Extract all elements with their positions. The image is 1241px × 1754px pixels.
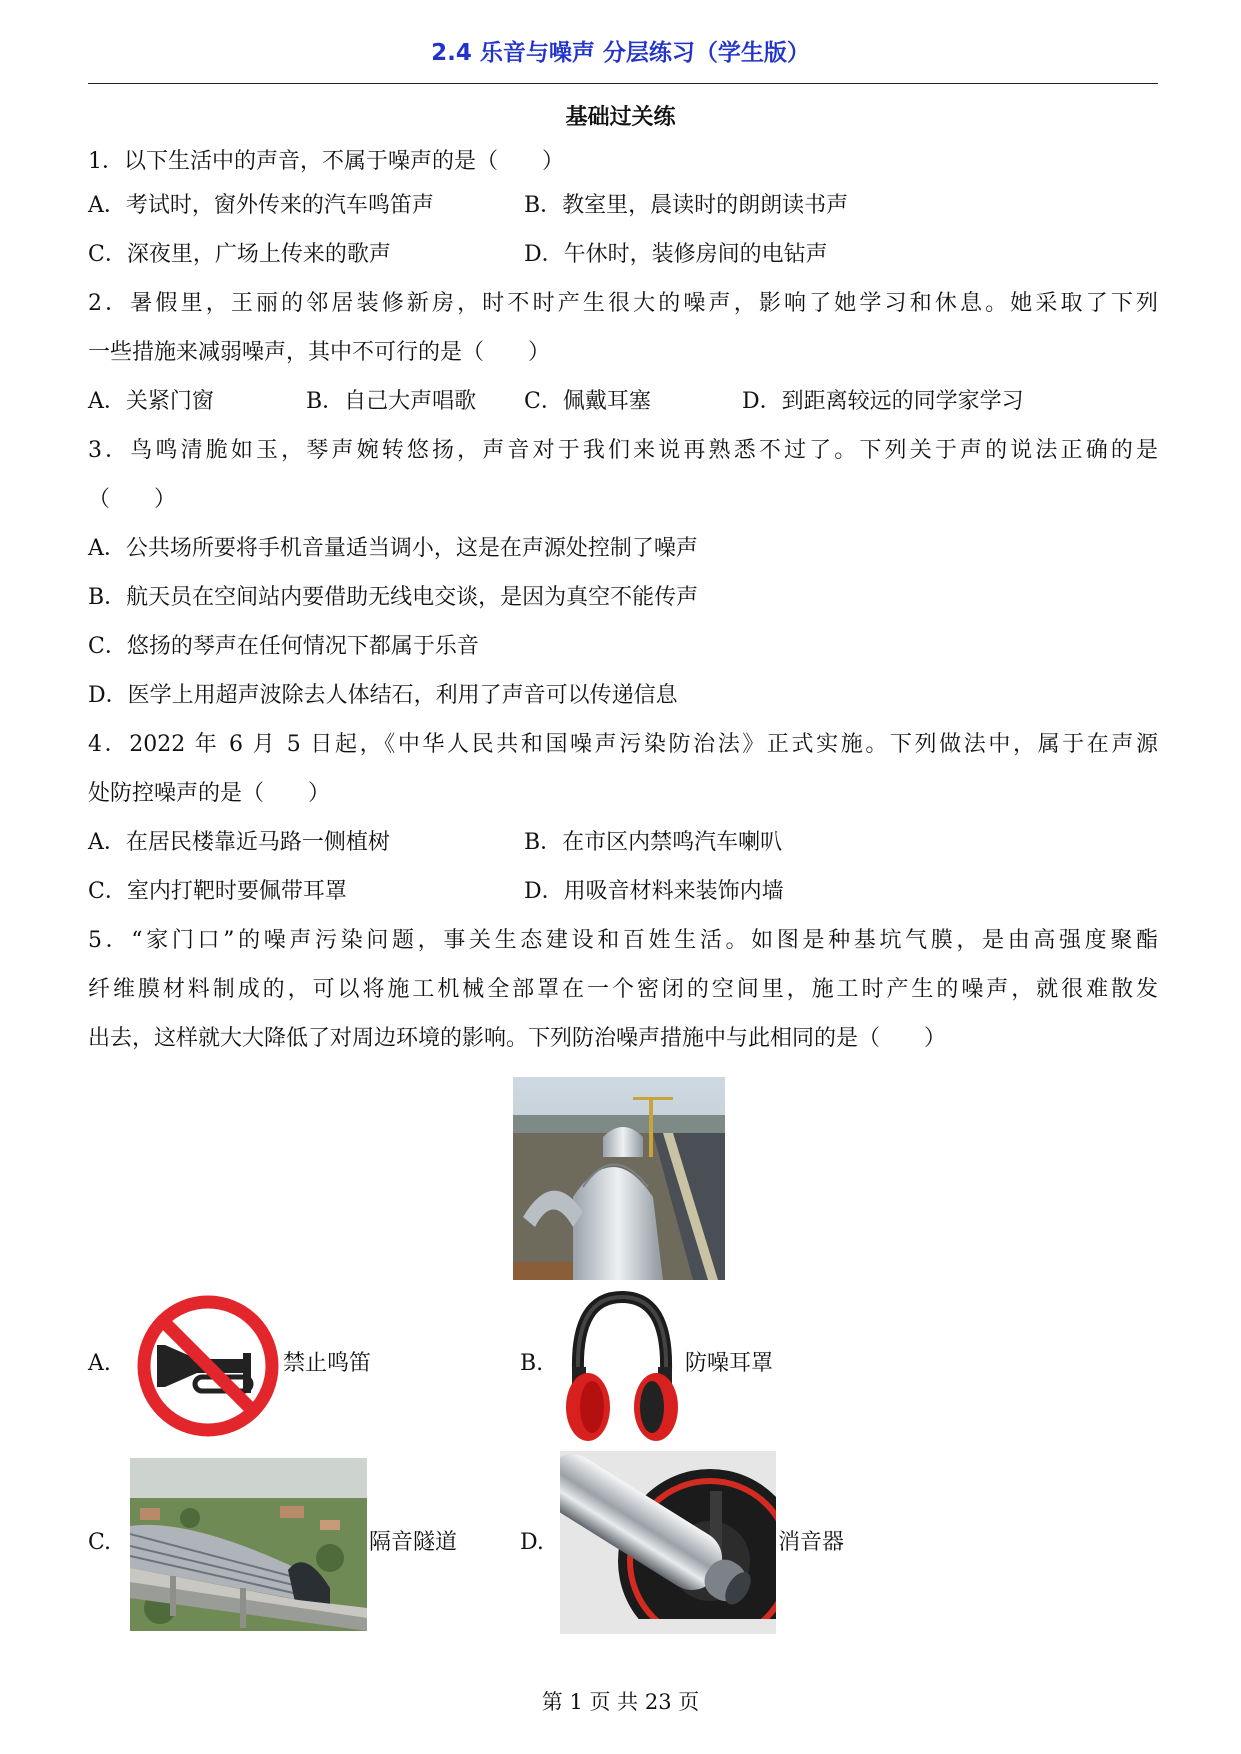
question-5-option-d-caption: 消音器 xyxy=(778,1530,845,1555)
question-5-stem-line-2: 纤维膜材料制成的，可以将施工机械全部罩在一个密闭的空间里，施工时产生的噪声，就很难散发 xyxy=(88,977,1158,1002)
sound-barrier-tunnel-photo[interactable] xyxy=(130,1458,367,1631)
question-4-stem-line-1: 4．2022 年 6 月 5 日起，《中华人民共和国噪声污染防治法》正式实施。下列做法中，属于在声源 xyxy=(88,732,1158,757)
question-2-stem-line-1: 2．暑假里，王丽的邻居装修新房，时不时产生很大的噪声，影响了她学习和休息。她采取了下列 xyxy=(88,291,1158,316)
question-5-option-b-letter[interactable]: B. xyxy=(520,1351,544,1376)
question-1-stem: 1．以下生活中的声音，不属于噪声的是（ ） xyxy=(88,149,564,174)
question-5-option-c-caption: 隔音隧道 xyxy=(369,1530,458,1555)
question-5-option-d-letter[interactable]: D. xyxy=(520,1530,544,1555)
question-2-option-c[interactable]: C．佩戴耳塞 xyxy=(524,389,651,414)
construction-air-membrane-photo xyxy=(513,1077,725,1280)
question-4-option-b[interactable]: B．在市区内禁鸣汽车喇叭 xyxy=(524,830,783,855)
question-1-option-a[interactable]: A．考试时，窗外传来的汽车鸣笛声 xyxy=(88,193,434,218)
question-1-option-b[interactable]: B．教室里，晨读时的朗朗读书声 xyxy=(524,193,849,218)
question-5-stem-line-3: 出去，这样就大大降低了对周边环境的影响。下列防治噪声措施中与此相同的是（ ） xyxy=(88,1026,947,1051)
question-2-option-d[interactable]: D．到距离较远的同学家学习 xyxy=(742,389,1024,414)
earmuffs-icon[interactable] xyxy=(562,1289,682,1445)
question-4-option-a[interactable]: A．在居民楼靠近马路一侧植树 xyxy=(88,830,390,855)
no-horn-sign-icon[interactable] xyxy=(135,1293,281,1439)
question-3-stem-line-1: 3．鸟鸣清脆如玉，琴声婉转悠扬，声音对于我们来说再熟悉不过了。下列关于声的说法正确的是 xyxy=(88,438,1158,463)
question-5-option-c-letter[interactable]: C. xyxy=(88,1530,112,1555)
question-3-option-d[interactable]: D．医学上用超声波除去人体结石，利用了声音可以传递信息 xyxy=(88,683,678,708)
question-3-option-b[interactable]: B．航天员在空间站内要借助无线电交谈，是因为真空不能传声 xyxy=(88,585,699,610)
question-5-option-a-letter[interactable]: A. xyxy=(88,1351,111,1376)
question-3-stem-line-2: （ ） xyxy=(88,487,177,512)
question-1-option-d[interactable]: D．午休时，装修房间的电钻声 xyxy=(524,242,828,267)
question-4-stem-line-2: 处防控噪声的是（ ） xyxy=(88,781,331,806)
question-2-option-b[interactable]: B．自己大声唱歌 xyxy=(306,389,477,414)
section-title: 基础过关练 xyxy=(565,105,676,130)
question-5-option-b-caption: 防噪耳罩 xyxy=(685,1351,774,1376)
question-2-option-a[interactable]: A．关紧门窗 xyxy=(88,389,214,414)
document-title: 2.4 乐音与噪声 分层练习（学生版） xyxy=(431,40,810,66)
question-4-option-d[interactable]: D．用吸音材料来装饰内墙 xyxy=(524,879,784,904)
question-2-stem-line-2: 一些措施来减弱噪声，其中不可行的是（ ） xyxy=(88,340,551,365)
question-4-option-c[interactable]: C．室内打靶时要佩带耳罩 xyxy=(88,879,347,904)
question-5-stem-line-1: 5．“家门口”的噪声污染问题，事关生态建设和百姓生活。如图是种基坑气膜，是由高强度聚酯 xyxy=(88,928,1158,953)
question-3-option-a[interactable]: A．公共场所要将手机音量适当调小，这是在声源处控制了噪声 xyxy=(88,536,698,561)
question-3-option-c[interactable]: C．悠扬的琴声在任何情况下都属于乐音 xyxy=(88,634,479,659)
page-number: 第 1 页 共 23 页 xyxy=(541,1690,700,1714)
question-5-option-a-caption: 禁止鸣笛 xyxy=(283,1351,372,1376)
muffler-photo[interactable] xyxy=(560,1451,776,1634)
header-divider xyxy=(88,83,1158,84)
question-1-option-c[interactable]: C．深夜里，广场上传来的歌声 xyxy=(88,242,391,267)
